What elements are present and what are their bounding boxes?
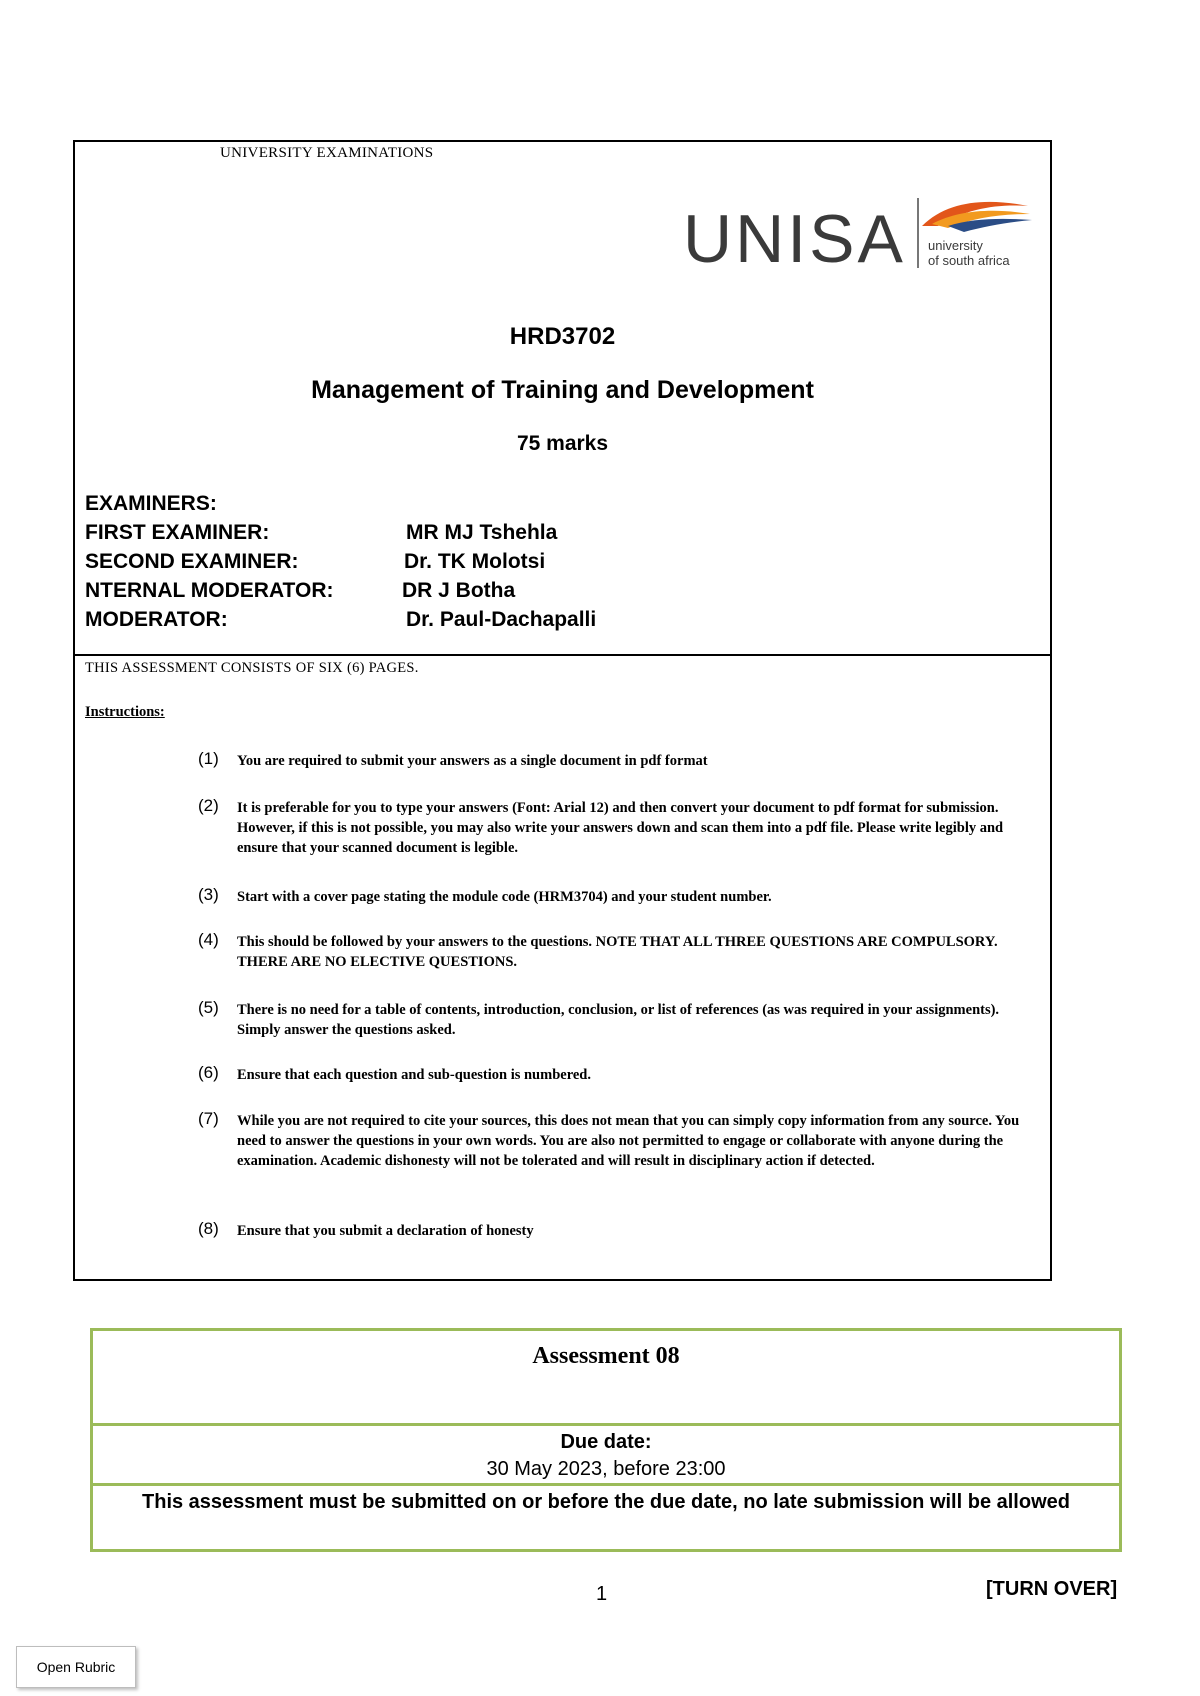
instruction-number: (7) bbox=[198, 1109, 219, 1128]
instruction-text: It is preferable for you to type your answers (Font: Arial 12) and then convert your document to pdf format for submission. However, if this is not possible, you may also write your answers down and scan them into a pdf file. Please write legibly and ensure that your scanned document is legible. bbox=[237, 800, 1004, 856]
page-count-note: THIS ASSESSMENT CONSISTS OF SIX (6) PAGES. bbox=[85, 660, 419, 676]
examiner-value: MR MJ Tshehla bbox=[406, 521, 558, 544]
instruction-number: (6) bbox=[198, 1063, 219, 1082]
assessment-box-divider bbox=[90, 1423, 1122, 1426]
instruction-number: (1) bbox=[198, 749, 219, 768]
assessment-box-divider bbox=[90, 1483, 1122, 1486]
examiner-value: Dr. Paul-Dachapalli bbox=[406, 608, 597, 631]
assessment-title: Assessment 08 bbox=[532, 1343, 680, 1369]
instruction-text: Start with a cover page stating the module code (HRM3704) and your student number. bbox=[237, 889, 772, 905]
page-number: 1 bbox=[596, 1583, 608, 1605]
instruction-text: Ensure that you submit a declaration of honesty bbox=[237, 1223, 534, 1239]
module-marks: 75 marks bbox=[516, 432, 609, 455]
instruction-number: (3) bbox=[198, 885, 219, 904]
instruction-number: (2) bbox=[198, 796, 219, 815]
late-submission-notice: This assessment must be submitted on or before the due date, no late submission will be allowed bbox=[142, 1491, 1070, 1513]
cover-divider bbox=[73, 654, 1052, 656]
logo-subtitle-line1: university bbox=[928, 238, 983, 253]
examiner-label: SECOND EXAMINER: bbox=[85, 550, 299, 573]
unisa-logo-word: UNISA bbox=[683, 201, 906, 277]
logo-subtitle-line2: of south africa bbox=[928, 253, 1010, 268]
open-rubric-button[interactable]: Open Rubric bbox=[16, 1646, 136, 1688]
instruction-number: (4) bbox=[198, 930, 219, 949]
logo-divider bbox=[917, 198, 919, 268]
instruction-text: This should be followed by your answers to the questions. NOTE THAT ALL THREE QUESTIONS ARE COMPULSORY. THERE ARE NO ELECTIVE QUESTIONS. bbox=[237, 934, 998, 970]
instructions-heading: Instructions: bbox=[85, 704, 165, 720]
examiner-label: MODERATOR: bbox=[85, 608, 228, 631]
module-code: HRD3702 bbox=[509, 323, 616, 350]
instruction-text: Ensure that each question and sub-question is numbered. bbox=[237, 1067, 591, 1083]
examiner-value: DR J Botha bbox=[402, 579, 516, 602]
instruction-number: (5) bbox=[198, 998, 219, 1017]
turn-over-label: [TURN OVER] bbox=[986, 1578, 1118, 1600]
due-date-value: 30 May 2023, before 23:00 bbox=[486, 1458, 726, 1480]
cover-box bbox=[73, 140, 1052, 1281]
examiner-label: NTERNAL MODERATOR: bbox=[85, 579, 334, 602]
due-date-label: Due date: bbox=[560, 1431, 652, 1453]
instruction-number: (8) bbox=[198, 1219, 219, 1238]
instruction-text: While you are not required to cite your sources, this does not mean that you can simply copy information from any source. You need to answer the questions in your own words. You are also not permitted to engage or collaborate with anyone during the examination. Academic dishonesty will not be tolerated and will result in disciplinary action if detected. bbox=[237, 1113, 1020, 1169]
university-examinations-label: UNIVERSITY EXAMINATIONS bbox=[220, 145, 434, 161]
unisa-logo-swoosh-icon bbox=[918, 196, 1038, 236]
instruction-text: You are required to submit your answers as a single document in pdf format bbox=[237, 753, 708, 769]
examiner-label: FIRST EXAMINER: bbox=[85, 521, 270, 544]
instruction-text: There is no need for a table of contents, introduction, conclusion, or list of references (as was required in your assignments). Simply answer the questions asked. bbox=[237, 1002, 1000, 1038]
module-title: Management of Training and Development bbox=[311, 376, 814, 404]
examiners-heading: EXAMINERS: bbox=[85, 492, 217, 515]
examiner-value: Dr. TK Molotsi bbox=[404, 550, 546, 573]
